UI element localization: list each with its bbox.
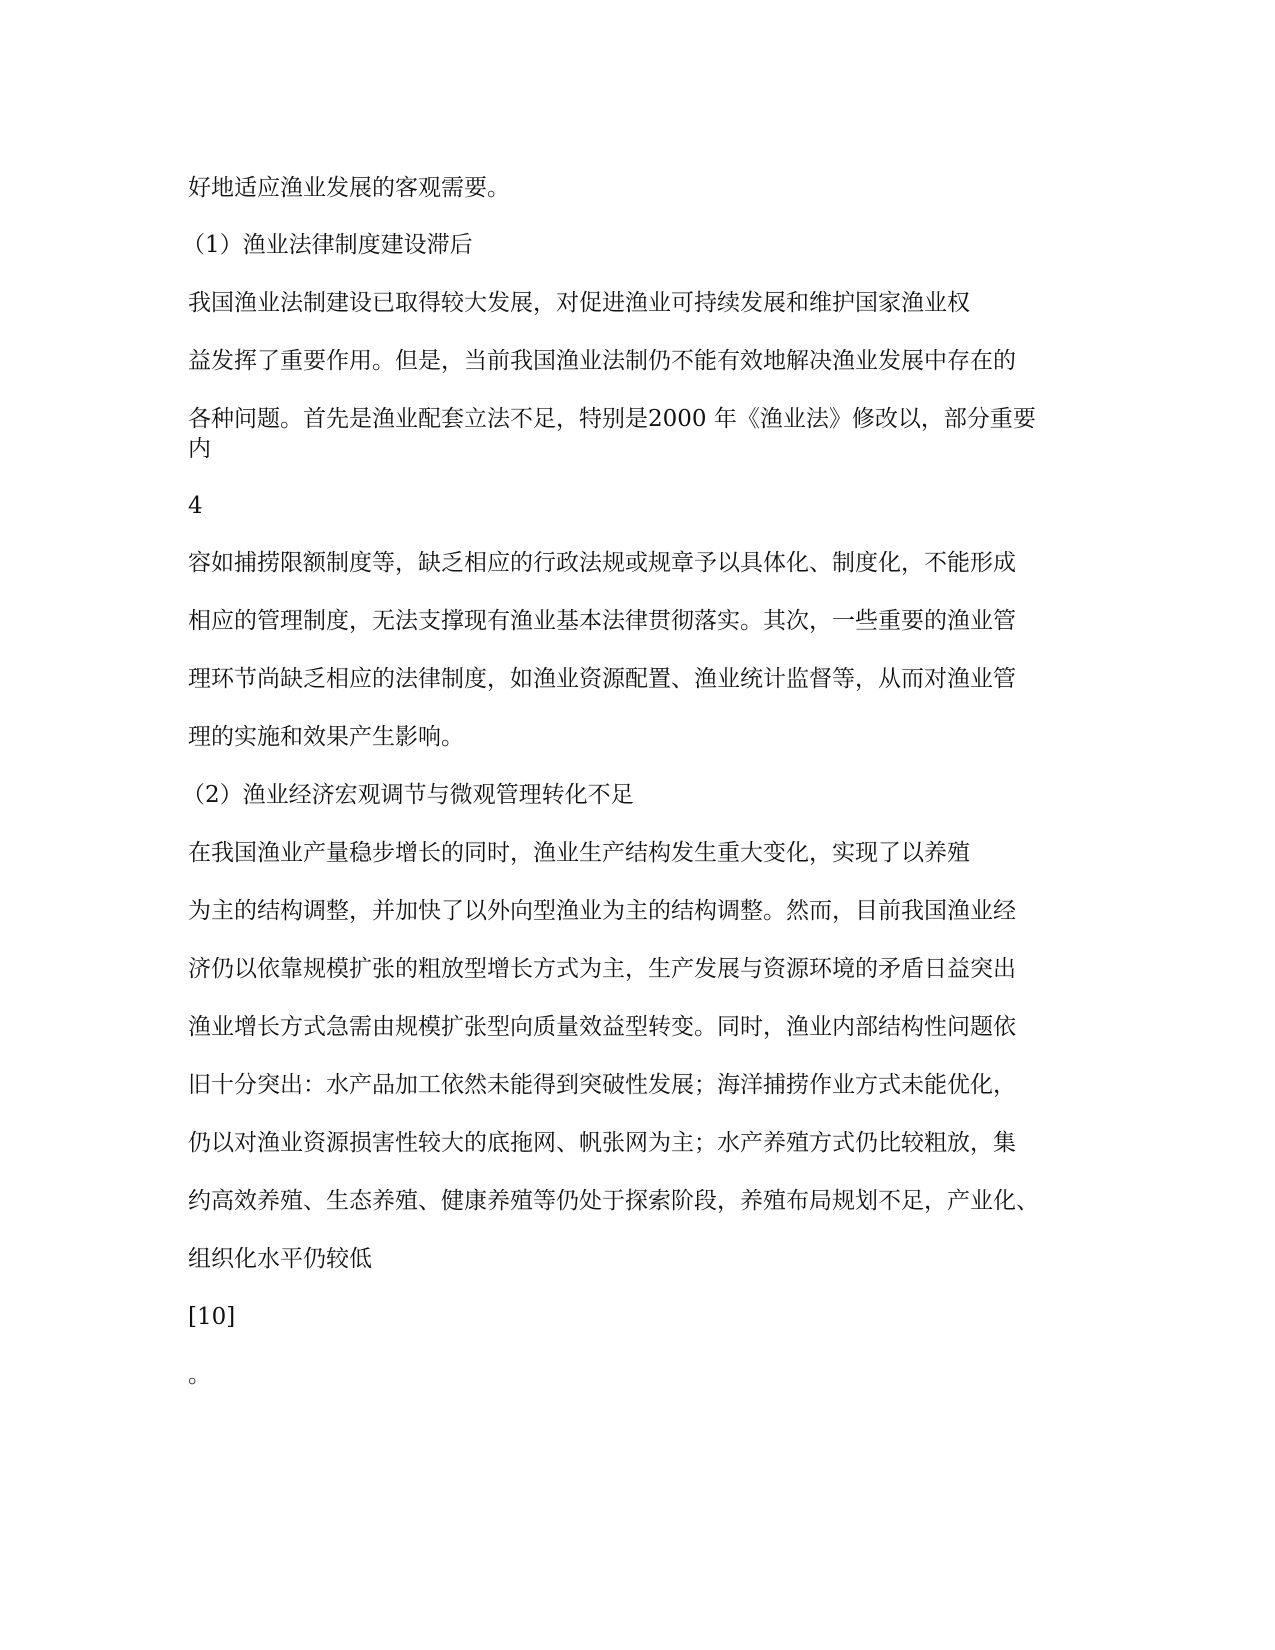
text-line: 组织化水平仍较低 (188, 1246, 372, 1272)
text-line: 我国渔业法制建设已取得较大发展，对促进渔业可持续发展和维护国家渔业权 (188, 290, 970, 316)
page-number: 4 (188, 493, 203, 519)
citation-reference: [10] (188, 1304, 236, 1330)
text-line: 为主的结构调整，并加快了以外向型渔业为主的结构调整。然而，目前我国渔业经 (188, 898, 1016, 924)
text-line: 约高效养殖、生态养殖、健康养殖等仍处于探索阶段，养殖布局规划不足，产业化、 (188, 1188, 1039, 1214)
text-line: 仍以对渔业资源损害性较大的底拖网、帆张网为主；水产养殖方式仍比较粗放，集 (188, 1130, 1016, 1156)
text-line: 相应的管理制度，无法支撑现有渔业基本法律贯彻落实。其次，一些重要的渔业管 (188, 608, 1016, 634)
text-line: 益发挥了重要作用。但是，当前我国渔业法制仍不能有效地解决渔业发展中存在的 (188, 348, 1016, 374)
section-heading: （1）渔业法律制度建设滞后 (182, 232, 473, 258)
text-line: 渔业增长方式急需由规模扩张型向质量效益型转变。同时，渔业内部结构性问题依 (188, 1014, 1016, 1040)
text-line: 。 (188, 1362, 211, 1388)
text-line: 理环节尚缺乏相应的法律制度，如渔业资源配置、渔业统计监督等，从而对渔业管 (188, 666, 1016, 692)
text-line: 内 (188, 436, 211, 462)
text-line: 各种问题。首先是渔业配套立法不足，特别是2000 年《渔业法》修改以，部分重要 (188, 406, 1036, 432)
section-heading: （2）渔业经济宏观调节与微观管理转化不足 (182, 782, 634, 808)
text-line: 济仍以依靠规模扩张的粗放型增长方式为主，生产发展与资源环境的矛盾日益突出 (188, 956, 1016, 982)
text-line: 在我国渔业产量稳步增长的同时，渔业生产结构发生重大变化，实现了以养殖 (188, 840, 970, 866)
text-line: 容如捕捞限额制度等，缺乏相应的行政法规或规章予以具体化、制度化，不能形成 (188, 550, 1016, 576)
text-line: 理的实施和效果产生影响。 (188, 724, 464, 750)
text-line: 旧十分突出：水产品加工依然未能得到突破性发展；海洋捕捞作业方式未能优化， (188, 1072, 1016, 1098)
text-line: 好地适应渔业发展的客观需要。 (188, 175, 510, 201)
